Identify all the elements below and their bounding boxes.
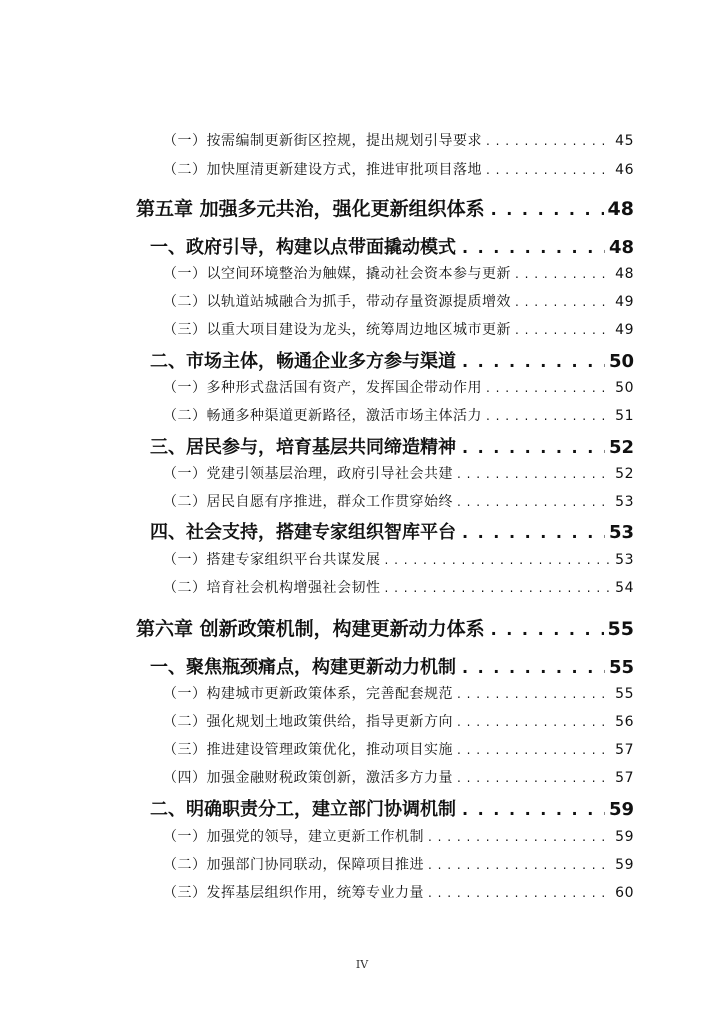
toc-entry-title: （二）加快厘清更新建设方式，推进审批项目落地 (163, 162, 482, 178)
toc-entry-title: 二、明确职责分工，建立部门协调机制 (150, 799, 456, 820)
toc-entry[interactable] (0, 882, 724, 902)
toc-leader-dots (385, 581, 612, 595)
toc-entry-title: （一）以空间环境整治为触媒，撬动社会资本参与更新 (163, 266, 511, 282)
toc-entry-title: 第六章 创新政策机制，构建更新动力体系 (136, 618, 485, 640)
toc-entry[interactable] (0, 263, 724, 283)
toc-entry[interactable] (0, 739, 724, 759)
toc-entry-page: 56 (615, 714, 634, 730)
toc-leader-dots (486, 409, 611, 423)
toc-entry-page: 48 (607, 198, 634, 220)
toc-entry-title: （一）搭建专家组织平台共谋发展 (163, 552, 381, 568)
toc-leader-dots (457, 743, 611, 757)
toc-entry-page: 50 (615, 380, 634, 396)
toc-leader-dots (428, 886, 611, 900)
toc-entry-title: 一、聚焦瓶颈痛点，构建更新动力机制 (150, 657, 456, 678)
toc-entry-page: 59 (608, 799, 634, 820)
toc-entry-page: 59 (615, 857, 634, 873)
toc-entry-title: （一）构建城市更新政策体系，完善配套规范 (163, 686, 453, 702)
toc-subchapter-entry[interactable] (0, 518, 724, 544)
toc-leader-dots (486, 134, 611, 148)
toc-chapter-entry[interactable] (0, 614, 724, 641)
toc-entry-title: （三）发挥基层组织作用，统筹专业力量 (163, 885, 424, 901)
toc-leader-dots (486, 163, 611, 177)
toc-leader-dots (428, 830, 611, 844)
toc-chapter-entry[interactable] (0, 194, 724, 221)
toc-entry[interactable] (0, 854, 724, 874)
toc-subchapter-entry[interactable] (0, 795, 724, 821)
toc-entry[interactable] (0, 826, 724, 846)
toc-entry-page: 46 (615, 162, 634, 178)
toc-entry-page: 49 (615, 294, 634, 310)
toc-entry-page: 48 (615, 266, 634, 282)
toc-leader-dots (457, 715, 611, 729)
toc-leader-dots (457, 495, 611, 509)
toc-entry-title: （三）以重大项目建设为龙头，统筹周边地区城市更新 (163, 322, 511, 338)
toc-leader-dots (462, 658, 605, 677)
toc-leader-dots (486, 381, 611, 395)
toc-entry[interactable] (0, 377, 724, 397)
toc-entry-title: （二）强化规划土地政策供给，指导更新方向 (163, 714, 453, 730)
toc-leader-dots (428, 858, 611, 872)
toc-entry[interactable] (0, 491, 724, 511)
toc-leader-dots (457, 687, 611, 701)
toc-entry-page: 52 (615, 466, 634, 482)
toc-entry-page: 57 (615, 742, 634, 758)
toc-entry-page: 55 (607, 618, 634, 640)
toc-entry-title: （二）加强部门协同联动，保障项目推进 (163, 857, 424, 873)
toc-entry-title: 第五章 加强多元共治，强化更新组织体系 (136, 198, 485, 220)
toc-entry-title: （二）畅通多种渠道更新路径，激活市场主体活力 (163, 408, 482, 424)
toc-entry[interactable] (0, 683, 724, 703)
toc-entry-title: （四）加强金融财税政策创新，激活多方力量 (163, 770, 453, 786)
toc-entry-title: （二）居民自愿有序推进，群众工作贯穿始终 (163, 494, 453, 510)
toc-entry-title: （一）按需编制更新街区控规，提出规划引导要求 (163, 133, 482, 149)
toc-entry[interactable] (0, 767, 724, 787)
toc-leader-dots (457, 771, 611, 785)
toc-entry-title: 一、政府引导，构建以点带面撬动模式 (150, 237, 456, 258)
toc-subchapter-entry[interactable] (0, 433, 724, 459)
toc-entry-title: （一）多种形式盘活国有资产，发挥国企带动作用 (163, 380, 482, 396)
toc-entry-page: 54 (615, 580, 634, 596)
toc-entry-page: 50 (608, 351, 634, 372)
toc-entry-title: 二、市场主体，畅通企业多方参与渠道 (150, 351, 456, 372)
toc-entry-title: 四、社会支持，搭建专家组织智库平台 (150, 522, 456, 543)
toc-subchapter-entry[interactable] (0, 653, 724, 679)
toc-entry-page: 55 (608, 657, 634, 678)
toc-entry[interactable] (0, 463, 724, 483)
toc-entry-page: 48 (608, 237, 634, 258)
toc-entry[interactable] (0, 159, 724, 179)
toc-entry-page: 52 (608, 437, 634, 458)
toc-entry-page: 59 (615, 829, 634, 845)
toc-entry[interactable] (0, 577, 724, 597)
toc-entry[interactable] (0, 711, 724, 731)
toc-leader-dots (462, 438, 605, 457)
toc-leader-dots (385, 553, 612, 567)
toc-entry-title: （二）以轨道站城融合为抓手，带动存量资源提质增效 (163, 294, 511, 310)
toc-entry-title: （一）党建引领基层治理，政府引导社会共建 (163, 466, 453, 482)
toc-entry-page: 51 (615, 408, 634, 424)
toc-entry[interactable] (0, 130, 724, 150)
toc-entry-title: （一）加强党的领导，建立更新工作机制 (163, 829, 424, 845)
toc-entry-title: 三、居民参与，培育基层共同缔造精神 (150, 437, 456, 458)
toc-entry[interactable] (0, 549, 724, 569)
toc-entry-page: 55 (615, 686, 634, 702)
toc-entry-page: 60 (615, 885, 634, 901)
toc-entry-title: （二）培育社会机构增强社会韧性 (163, 580, 381, 596)
toc-entry-page: 49 (615, 322, 634, 338)
toc-entry-page: 57 (615, 770, 634, 786)
toc-entry-title: （三）推进建设管理政策优化，推动项目实施 (163, 742, 453, 758)
toc-leader-dots (515, 295, 611, 309)
toc-leader-dots (457, 467, 611, 481)
toc-leader-dots (515, 323, 611, 337)
page-number: IV (355, 958, 369, 971)
toc-leader-dots (491, 620, 604, 639)
toc-entry-page: 53 (608, 522, 634, 543)
toc-entry-page: 53 (615, 552, 634, 568)
toc-leader-dots (491, 200, 604, 219)
toc-leader-dots (462, 523, 605, 542)
toc-entry[interactable] (0, 319, 724, 339)
toc-entry[interactable] (0, 405, 724, 425)
toc-entry-page: 53 (615, 494, 634, 510)
toc-entry-page: 45 (615, 133, 634, 149)
toc-leader-dots (462, 800, 605, 819)
toc-leader-dots (515, 267, 611, 281)
toc-leader-dots (462, 352, 605, 371)
toc-leader-dots (462, 238, 605, 257)
toc-subchapter-entry[interactable] (0, 347, 724, 373)
toc-entry[interactable] (0, 291, 724, 311)
toc-subchapter-entry[interactable] (0, 233, 724, 259)
